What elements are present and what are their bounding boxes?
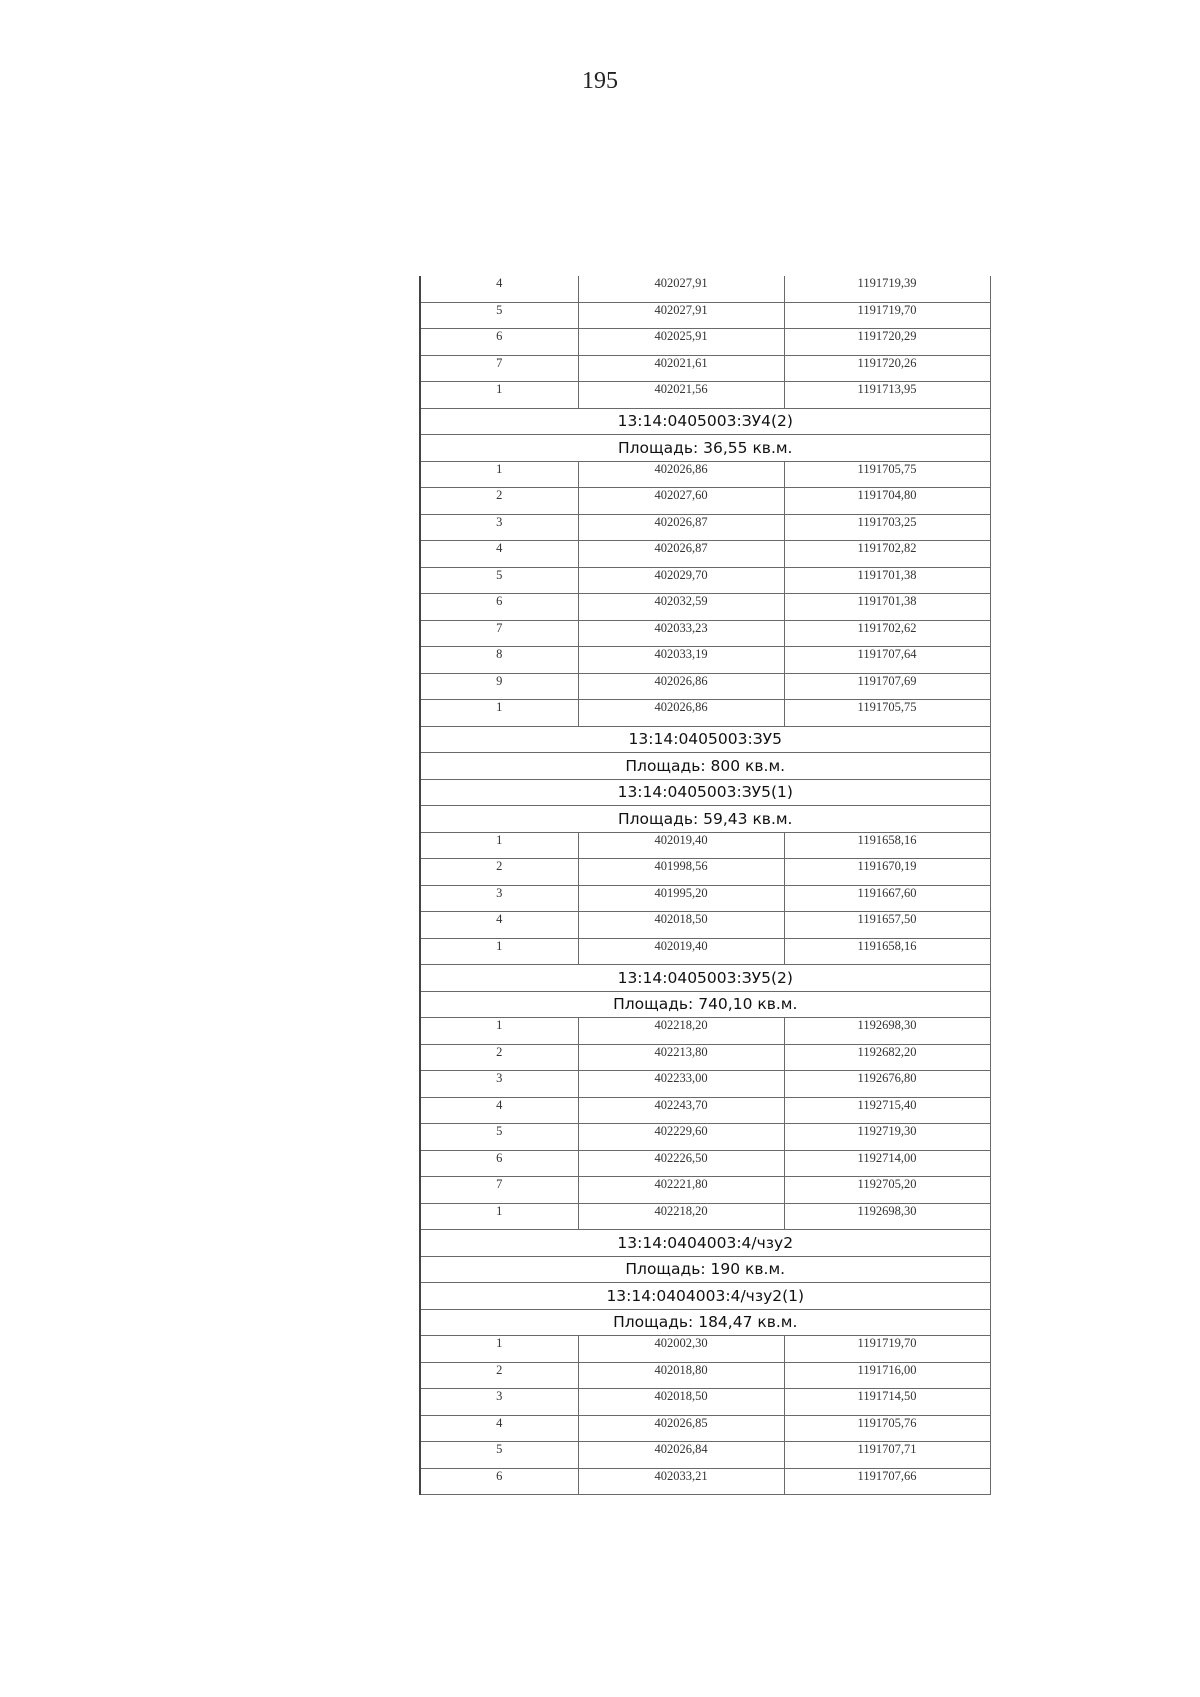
coordinate-row (420, 1468, 990, 1495)
x-coordinate-cell: 402243,70 (578, 1097, 784, 1124)
y-coordinate-cell: 1191705,76 (784, 1415, 990, 1442)
y-coordinate-cell: 1191667,60 (784, 885, 990, 912)
y-coordinate-cell: 1191658,16 (784, 938, 990, 965)
point-number-cell: 1 (420, 461, 578, 488)
coordinate-row (420, 1362, 990, 1389)
section-header-row (420, 806, 990, 833)
y-coordinate-cell: 1192705,20 (784, 1177, 990, 1204)
coordinate-row (420, 302, 990, 329)
x-coordinate-cell: 402213,80 (578, 1044, 784, 1071)
coordinate-row (420, 912, 990, 939)
y-coordinate-cell: 1191702,82 (784, 541, 990, 568)
y-coordinate-cell: 1192698,30 (784, 1018, 990, 1045)
y-coordinate-cell: 1191714,50 (784, 1389, 990, 1416)
x-coordinate-cell: 402226,50 (578, 1150, 784, 1177)
point-number-cell: 8 (420, 647, 578, 674)
point-number-cell: 6 (420, 1150, 578, 1177)
section-header-row (420, 1283, 990, 1310)
section-header-row (420, 435, 990, 462)
point-number-cell: 1 (420, 1336, 578, 1363)
point-number-cell: 3 (420, 885, 578, 912)
page-number: 195 (582, 68, 618, 94)
x-coordinate-cell: 402021,61 (578, 355, 784, 382)
section-header-text: 13:14:0405003:ЗУ4(2) (420, 408, 990, 435)
point-number-cell: 7 (420, 355, 578, 382)
section-header-text: 13:14:0405003:ЗУ5(2) (420, 965, 990, 992)
coordinate-row (420, 1124, 990, 1151)
section-header-text: 13:14:0405003:ЗУ5 (420, 726, 990, 753)
coordinate-row (420, 647, 990, 674)
coordinate-row (420, 1177, 990, 1204)
y-coordinate-cell: 1192715,40 (784, 1097, 990, 1124)
coordinate-row (420, 832, 990, 859)
y-coordinate-cell: 1191707,69 (784, 673, 990, 700)
coordinate-row (420, 1150, 990, 1177)
y-coordinate-cell: 1191657,50 (784, 912, 990, 939)
coordinate-row (420, 700, 990, 727)
section-header-text: Площадь: 36,55 кв.м. (420, 435, 990, 462)
x-coordinate-cell: 402019,40 (578, 938, 784, 965)
section-header-row (420, 779, 990, 806)
coordinate-row (420, 1071, 990, 1098)
section-header-text: Площадь: 190 кв.м. (420, 1256, 990, 1283)
coordinates-table (419, 276, 991, 1495)
x-coordinate-cell: 402027,91 (578, 302, 784, 329)
coordinate-row (420, 567, 990, 594)
point-number-cell: 3 (420, 1071, 578, 1098)
x-coordinate-cell: 402027,60 (578, 488, 784, 515)
coordinate-row (420, 382, 990, 409)
coordinate-row (420, 355, 990, 382)
section-header-text: 13:14:0404003:4/чзу2(1) (420, 1283, 990, 1310)
x-coordinate-cell: 401998,56 (578, 859, 784, 886)
point-number-cell: 5 (420, 302, 578, 329)
coordinate-row (420, 1044, 990, 1071)
point-number-cell: 5 (420, 1124, 578, 1151)
y-coordinate-cell: 1192719,30 (784, 1124, 990, 1151)
x-coordinate-cell: 402033,19 (578, 647, 784, 674)
y-coordinate-cell: 1191716,00 (784, 1362, 990, 1389)
y-coordinate-cell: 1191658,16 (784, 832, 990, 859)
section-header-text: Площадь: 184,47 кв.м. (420, 1309, 990, 1336)
x-coordinate-cell: 402026,86 (578, 673, 784, 700)
y-coordinate-cell: 1191719,39 (784, 276, 990, 302)
coordinate-row (420, 1442, 990, 1469)
x-coordinate-cell: 402233,00 (578, 1071, 784, 1098)
y-coordinate-cell: 1192698,30 (784, 1203, 990, 1230)
x-coordinate-cell: 402218,20 (578, 1018, 784, 1045)
y-coordinate-cell: 1191719,70 (784, 302, 990, 329)
x-coordinate-cell: 402033,21 (578, 1468, 784, 1495)
point-number-cell: 6 (420, 329, 578, 356)
section-header-row (420, 753, 990, 780)
coordinate-row (420, 541, 990, 568)
y-coordinate-cell: 1191707,71 (784, 1442, 990, 1469)
point-number-cell: 7 (420, 620, 578, 647)
y-coordinate-cell: 1192682,20 (784, 1044, 990, 1071)
coordinate-row (420, 276, 990, 302)
coordinate-row (420, 673, 990, 700)
point-number-cell: 2 (420, 1044, 578, 1071)
x-coordinate-cell: 402021,56 (578, 382, 784, 409)
point-number-cell: 6 (420, 1468, 578, 1495)
y-coordinate-cell: 1191707,64 (784, 647, 990, 674)
coordinate-row (420, 859, 990, 886)
x-coordinate-cell: 402027,91 (578, 276, 784, 302)
coordinate-row (420, 461, 990, 488)
section-header-row (420, 1309, 990, 1336)
x-coordinate-cell: 402026,87 (578, 541, 784, 568)
coordinate-row (420, 1415, 990, 1442)
point-number-cell: 4 (420, 1415, 578, 1442)
section-header-row (420, 991, 990, 1018)
point-number-cell: 9 (420, 673, 578, 700)
point-number-cell: 5 (420, 1442, 578, 1469)
coordinate-row (420, 329, 990, 356)
x-coordinate-cell: 402029,70 (578, 567, 784, 594)
coordinate-row (420, 1203, 990, 1230)
x-coordinate-cell: 402002,30 (578, 1336, 784, 1363)
y-coordinate-cell: 1192714,00 (784, 1150, 990, 1177)
y-coordinate-cell: 1191720,29 (784, 329, 990, 356)
x-coordinate-cell: 402221,80 (578, 1177, 784, 1204)
y-coordinate-cell: 1191719,70 (784, 1336, 990, 1363)
section-header-row (420, 726, 990, 753)
x-coordinate-cell: 402033,23 (578, 620, 784, 647)
coordinate-row (420, 885, 990, 912)
point-number-cell: 7 (420, 1177, 578, 1204)
section-header-text: 13:14:0404003:4/чзу2 (420, 1230, 990, 1257)
coordinate-row (420, 594, 990, 621)
y-coordinate-cell: 1191705,75 (784, 700, 990, 727)
point-number-cell: 2 (420, 488, 578, 515)
x-coordinate-cell: 402026,84 (578, 1442, 784, 1469)
point-number-cell: 1 (420, 700, 578, 727)
section-header-row (420, 1256, 990, 1283)
x-coordinate-cell: 402026,85 (578, 1415, 784, 1442)
x-coordinate-cell: 402218,20 (578, 1203, 784, 1230)
point-number-cell: 1 (420, 382, 578, 409)
y-coordinate-cell: 1191670,19 (784, 859, 990, 886)
x-coordinate-cell: 402229,60 (578, 1124, 784, 1151)
y-coordinate-cell: 1191707,66 (784, 1468, 990, 1495)
x-coordinate-cell: 402018,80 (578, 1362, 784, 1389)
point-number-cell: 3 (420, 514, 578, 541)
section-header-text: Площадь: 59,43 кв.м. (420, 806, 990, 833)
point-number-cell: 1 (420, 938, 578, 965)
point-number-cell: 4 (420, 912, 578, 939)
x-coordinate-cell: 402026,86 (578, 461, 784, 488)
x-coordinate-cell: 402026,86 (578, 700, 784, 727)
section-header-text: Площадь: 800 кв.м. (420, 753, 990, 780)
x-coordinate-cell: 402019,40 (578, 832, 784, 859)
coordinate-row (420, 488, 990, 515)
point-number-cell: 2 (420, 1362, 578, 1389)
x-coordinate-cell: 402018,50 (578, 1389, 784, 1416)
section-header-row (420, 1230, 990, 1257)
x-coordinate-cell: 402026,87 (578, 514, 784, 541)
y-coordinate-cell: 1191705,75 (784, 461, 990, 488)
coordinate-row (420, 938, 990, 965)
point-number-cell: 2 (420, 859, 578, 886)
point-number-cell: 1 (420, 1203, 578, 1230)
point-number-cell: 4 (420, 1097, 578, 1124)
coordinate-row (420, 1389, 990, 1416)
y-coordinate-cell: 1191720,26 (784, 355, 990, 382)
x-coordinate-cell: 402032,59 (578, 594, 784, 621)
section-header-row (420, 408, 990, 435)
y-coordinate-cell: 1191713,95 (784, 382, 990, 409)
point-number-cell: 1 (420, 832, 578, 859)
section-header-text: 13:14:0405003:ЗУ5(1) (420, 779, 990, 806)
y-coordinate-cell: 1191701,38 (784, 594, 990, 621)
point-number-cell: 5 (420, 567, 578, 594)
section-header-text: Площадь: 740,10 кв.м. (420, 991, 990, 1018)
y-coordinate-cell: 1192676,80 (784, 1071, 990, 1098)
point-number-cell: 1 (420, 1018, 578, 1045)
y-coordinate-cell: 1191702,62 (784, 620, 990, 647)
point-number-cell: 4 (420, 541, 578, 568)
coordinate-row (420, 620, 990, 647)
point-number-cell: 4 (420, 276, 578, 302)
y-coordinate-cell: 1191703,25 (784, 514, 990, 541)
x-coordinate-cell: 402018,50 (578, 912, 784, 939)
coordinate-row (420, 514, 990, 541)
coordinate-row (420, 1097, 990, 1124)
coordinate-row (420, 1018, 990, 1045)
x-coordinate-cell: 401995,20 (578, 885, 784, 912)
coordinate-row (420, 1336, 990, 1363)
y-coordinate-cell: 1191701,38 (784, 567, 990, 594)
y-coordinate-cell: 1191704,80 (784, 488, 990, 515)
x-coordinate-cell: 402025,91 (578, 329, 784, 356)
point-number-cell: 6 (420, 594, 578, 621)
section-header-row (420, 965, 990, 992)
point-number-cell: 3 (420, 1389, 578, 1416)
